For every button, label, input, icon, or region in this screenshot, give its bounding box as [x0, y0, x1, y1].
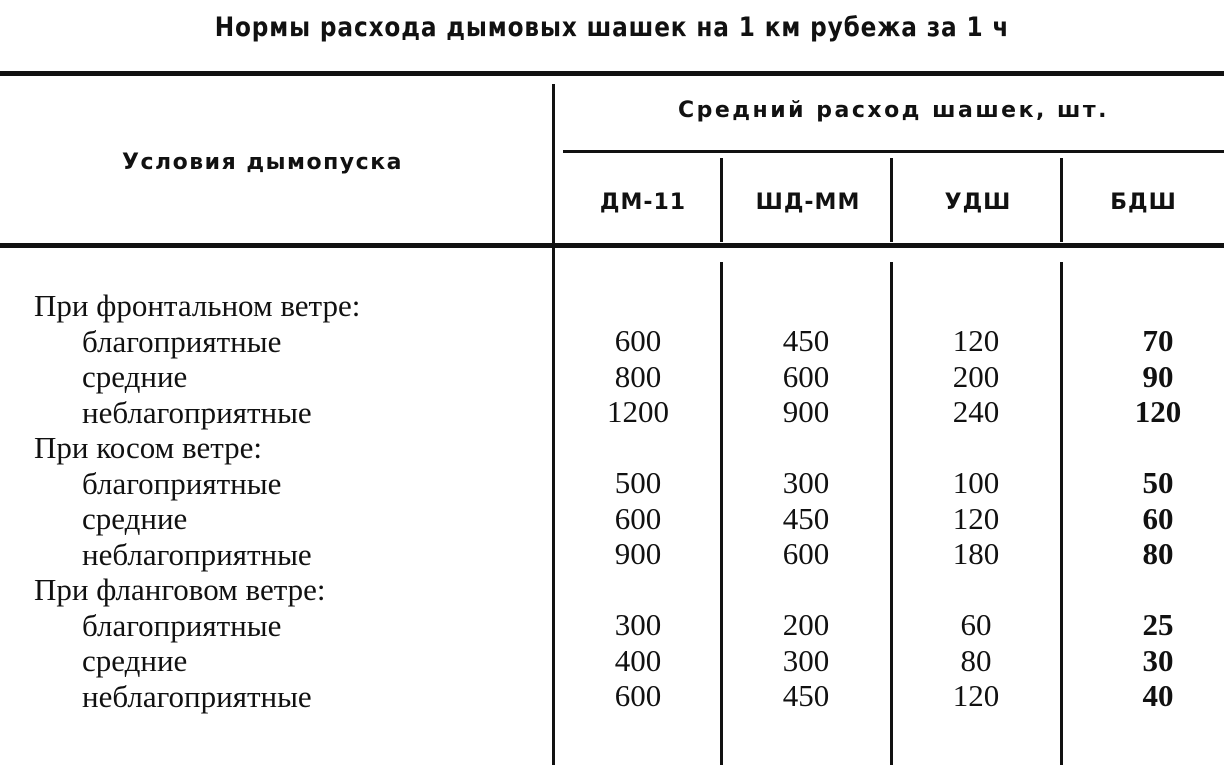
table-cell: 600	[614, 323, 662, 358]
divider-conditions	[552, 84, 555, 765]
table-cell: 90	[1142, 358, 1174, 394]
table-cell	[588, 430, 688, 466]
table-title: Нормы расхода дымовых шашек на 1 км рубежа за 1 ч	[214, 12, 1010, 43]
table-cell: 600	[614, 678, 662, 713]
table-cell: 120	[952, 678, 1000, 713]
divider-col1-body	[720, 262, 723, 765]
subheader-rule	[563, 150, 1224, 153]
table-cell: 900	[782, 394, 830, 429]
table-cell: 900	[614, 536, 662, 571]
divider-col2-head	[890, 158, 893, 242]
table-cell: 300	[782, 465, 830, 500]
table-cell: 70	[1142, 323, 1174, 358]
table-cell	[1108, 572, 1208, 608]
table-cell: 100	[952, 465, 1000, 500]
column-header-bdsh: БДШ	[1110, 190, 1177, 215]
group-label: При фронтальном ветре:	[34, 288, 361, 323]
column-dm11-values	[588, 323, 688, 714]
condition-label: неблагоприятные	[82, 536, 312, 572]
top-rule	[0, 71, 1224, 76]
table-cell	[926, 572, 1026, 608]
table-cell: 200	[952, 358, 1000, 394]
header-conditions: Условия дымопуска	[122, 150, 403, 175]
condition-label: неблагоприятные	[82, 394, 312, 430]
table-cell: 180	[952, 536, 1000, 571]
group-label: При фланговом ветре:	[34, 572, 326, 607]
column-header-udsh: УДШ	[944, 190, 1012, 215]
table-cell	[756, 572, 856, 608]
table-cell: 600	[614, 500, 662, 536]
table-cell: 450	[782, 678, 830, 713]
divider-col2-body	[890, 262, 893, 765]
column-bdsh-values	[1108, 323, 1208, 714]
condition-label: неблагоприятные	[82, 678, 312, 714]
table-cell: 120	[1134, 394, 1182, 429]
divider-col3-body	[1060, 262, 1063, 765]
condition-label: благоприятные	[82, 465, 282, 501]
condition-label: средние	[82, 643, 188, 678]
table-cell: 25	[1142, 607, 1174, 642]
table-cell: 50	[1142, 465, 1174, 500]
table-cell: 30	[1142, 642, 1174, 678]
condition-label: благоприятные	[82, 607, 282, 643]
table-cell: 600	[782, 358, 830, 394]
conditions-column	[34, 288, 360, 714]
table-cell: 80	[1142, 536, 1174, 571]
table-cell: 800	[614, 358, 662, 394]
table-cell: 200	[782, 607, 830, 642]
table-cell: 300	[782, 642, 830, 678]
divider-col3-head	[1060, 158, 1063, 242]
table-cell	[588, 572, 688, 608]
table-cell	[926, 430, 1026, 466]
table-cell: 1200	[607, 394, 669, 429]
column-header-dm11: ДМ-11	[599, 190, 687, 215]
column-shd-mm-values	[756, 323, 856, 714]
column-udsh-values	[926, 323, 1026, 714]
table-cell: 450	[782, 323, 830, 358]
table-cell: 60	[1142, 500, 1174, 536]
condition-label: средние	[82, 501, 188, 536]
table-cell: 80	[960, 642, 992, 678]
table-cell: 450	[782, 500, 830, 536]
divider-col1-head	[720, 158, 723, 242]
condition-label: средние	[82, 359, 188, 394]
table-cell: 600	[782, 536, 830, 571]
header-group: Средний расход шашек, шт.	[677, 98, 1110, 123]
table-cell: 120	[952, 323, 1000, 358]
group-label: При косом ветре:	[34, 430, 263, 465]
condition-label: благоприятные	[82, 323, 282, 359]
table-cell	[1108, 430, 1208, 466]
table-cell	[756, 430, 856, 466]
table-cell: 60	[960, 607, 992, 642]
table-cell: 300	[614, 607, 662, 642]
table-cell: 120	[952, 500, 1000, 536]
table-cell: 40	[1142, 678, 1174, 713]
table-cell: 240	[952, 394, 1000, 429]
table-cell: 400	[614, 642, 662, 678]
header-rule	[0, 243, 1224, 248]
table-cell: 500	[614, 465, 662, 500]
column-header-shd-mm: ШД-ММ	[755, 190, 861, 215]
